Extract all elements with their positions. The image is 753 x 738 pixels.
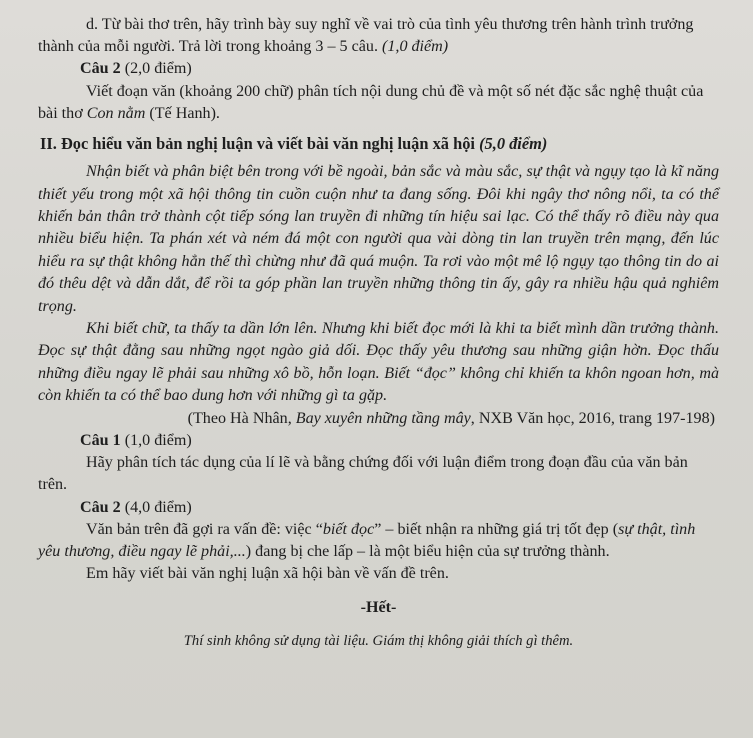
q2-text-biet-doc: biết đọc	[322, 520, 375, 538]
reading-passage	[38, 161, 719, 407]
sec2-question-2-task: Em hãy viết bài văn nghị luận xã hội bàn về vấn đề trên.	[86, 565, 449, 583]
section-2-heading	[40, 133, 719, 155]
section-2-title: II. Đọc hiểu văn bản nghị luận và viết bài văn nghị luận xã hội	[40, 134, 475, 154]
source-author: (Theo Hà Nhân,	[187, 409, 296, 427]
q2-text-a: Văn bản trên đã gợi ra vấn đề: việc “	[86, 520, 323, 538]
poem-title: Con nằm	[86, 104, 146, 122]
end-marker: -Hết-	[360, 599, 397, 617]
question-2-header	[80, 58, 719, 80]
section-2-score: (5,0 điểm)	[479, 134, 548, 154]
question-d-text: d. Từ bài thơ trên, hãy trình bày suy nghĩ về vai trò của tình yêu thương trên hành trình trưởng thành của mỗi người. Trả lời trong khoảng 3 – 5 câu.	[38, 16, 694, 56]
sec2-question-1-header	[80, 430, 719, 452]
q2-text-e: ) đang bị che lấp – là một biểu hiện của sự trưởng thành.	[245, 542, 610, 560]
passage-paragraph-2: Khi biết chữ, ta thấy ta dần lớn lên. Nhưng khi biết đọc mới là khi ta biết mình dần trưởng thành. Đọc sự thật đằng sau những ngọt ngào giả dối. Đọc thấy yêu thương sau những giận hờn. Đọc thấu những điều ngay lẽ phải sau những xô bồ, hỗn loạn. Biết “đọc” không chỉ khiến ta khôn ngoan hơn, mà còn khiến ta có thể bao dung hơn với những gì ta gặp.	[38, 320, 719, 405]
sec2-question-2-title: Câu 2	[80, 498, 121, 516]
sec2-question-2-text	[38, 519, 719, 563]
source-publisher: , NXB Văn học, 2016, trang 197-198)	[470, 409, 715, 427]
q2-text-c: ” – biết nhận ra những giá trị tốt đẹp (	[374, 520, 619, 538]
sec2-question-1-text: Hãy phân tích tác dụng của lí lẽ và bằng chứng đối với luận điểm trong đoạn đầu của văn bản trên.	[38, 454, 688, 494]
sec2-question-1-title: Câu 1	[80, 431, 121, 449]
sec2-question-2-header	[80, 497, 719, 519]
question-2-body	[38, 81, 719, 125]
question-2-score: (2,0 điểm)	[124, 60, 192, 78]
q2-text-values: sự thật, tình yêu thương, điều ngay lẽ phải,...	[38, 520, 696, 560]
passage-paragraph-1: Nhận biết và phân biệt bên trong với bề ngoài, bản sắc và màu sắc, sự thật và ngụy tạo là kĩ năng thiết yếu trong một xã hội thông tin cuồn cuộn như ta đang sống. Đôi khi ngây thơ nông nổi, ta có thể khiến bản thân trở thành cột tiếp sóng lan truyền đi những tín hiệu sai lạc. Có thể thấy rõ điều này qua nhiều biểu hiện. Ta phán xét và ném đá một con người qua vài dòng tin lan truyền trên mạng, đến lúc hiểu ra sự thật không hẳn thế thì chừng như đã quá muộn. Ta rơi vào một mê lộ ngụy tạo thông tin do ai đó thêu dệt và dẫn dắt, để rồi ta góp phần lan truyền những thông tin ấy, gây ra nhiều hậu quả nghiêm trọng.	[38, 163, 719, 315]
exam-note: Thí sinh không sử dụng tài liệu. Giám thị không giải thích gì thêm.	[183, 632, 574, 649]
question-d-score: (1,0 điểm)	[382, 38, 449, 56]
question-2-title: Câu 2	[80, 60, 121, 78]
question-2-text: Viết đoạn văn (khoảng 200 chữ) phân tích nội dung chủ đề và một số nét đặc sắc nghệ thuật của bài thơ	[38, 82, 704, 122]
sec2-question-2-score: (4,0 điểm)	[124, 498, 192, 516]
passage-source	[38, 408, 719, 430]
poem-author: (Tế Hanh).	[145, 104, 220, 122]
question-d	[38, 14, 719, 58]
source-book: Bay xuyên những tầng mây	[295, 409, 471, 427]
sec2-question-1-score: (1,0 điểm)	[124, 431, 192, 449]
